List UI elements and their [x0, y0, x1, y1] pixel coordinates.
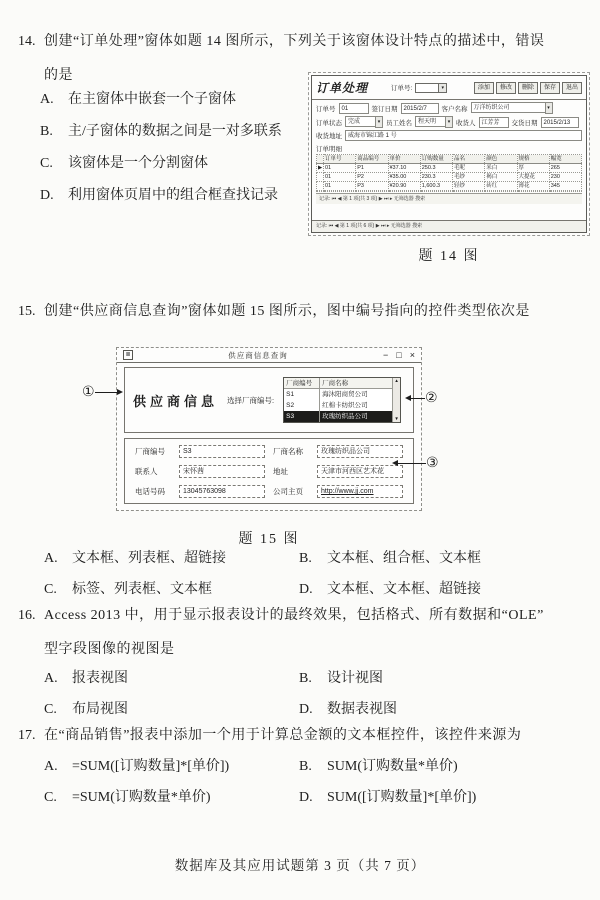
option-17-c: C. =SUM(订购数量*单价) — [44, 790, 211, 805]
option-17-d: D. SUM([订购数量]*[单价]) — [299, 790, 477, 805]
window-titlebar — [117, 348, 421, 363]
status-value: 完成 — [345, 116, 375, 127]
table-row: ▶ 01 P1 ¥37.10 250.3 毛呢 米白 厚 265 — [317, 164, 582, 173]
option-15-a: A. 文本框、列表框、超链接 — [44, 551, 226, 566]
col-order-no: 订单号 — [324, 155, 356, 164]
supplier-info-heading: 供应商信息 — [133, 394, 219, 410]
annotation-1 — [82, 385, 123, 399]
phone-field: 13045763098 — [179, 485, 265, 498]
option-17-b: B. SUM(订购数量*单价) — [299, 759, 458, 774]
circled-3: ③ — [426, 455, 439, 471]
question-15-number: 15. — [18, 304, 36, 319]
question-15-options — [44, 548, 584, 600]
subform-record-navigator: 记录: ⏮ ◀ 第 1 项(共 3 项) ▶ ⏭ ▸ 无筛选器 搜索 — [316, 193, 582, 204]
consignee-field: 江芳芳 — [479, 117, 509, 128]
exit-button: 退出 — [562, 82, 582, 94]
order-detail-table — [316, 154, 582, 192]
option-15-c: C. 标签、列表框、文本框 — [44, 582, 212, 597]
figure-15-caption: 题 15 图 — [238, 532, 300, 547]
listbox-scrollbar — [392, 378, 400, 422]
question-17-number: 17. — [18, 728, 36, 743]
vendor-name-field: 玫瑰纺织品公司 — [317, 445, 403, 458]
figure-14-order-form — [308, 72, 590, 236]
employee-label: 员工姓名 — [386, 119, 412, 127]
customer-label: 客户名称 — [441, 105, 468, 113]
form-header-section — [124, 367, 414, 433]
combo-arrow-icon: ▾ — [545, 102, 553, 114]
option-label: A. — [40, 92, 54, 107]
table-row: 01 P3 ¥20.90 1,600.3 轻纱 砖红 薄花 345 — [317, 182, 582, 191]
option-text: 主/子窗体的数据之间是一对多联系 — [68, 124, 282, 139]
question-17 — [18, 726, 590, 808]
question-16-number: 16. — [18, 608, 36, 623]
question-16-stem-cont: 型字段图像的视图是 — [44, 642, 175, 657]
combo-arrow-icon: ▾ — [445, 116, 453, 128]
listbox-header: 厂商编号 厂商名称 — [284, 378, 392, 389]
listbox-item: S1 海沐阳商贸公司 — [286, 391, 368, 398]
table-row-empty — [317, 191, 582, 192]
col-width: 幅宽 — [549, 155, 581, 164]
option-14-a — [40, 84, 320, 116]
listbox-item: S2 红棉卡纺织公司 — [286, 402, 368, 409]
order-lookup-combobox — [415, 83, 447, 93]
employee-value: 程天明 — [415, 116, 445, 127]
edit-button: 修改 — [496, 82, 516, 94]
order-form-header — [312, 76, 586, 100]
combo-arrow-icon: ▾ — [438, 84, 446, 92]
col-unit-price: 单价 — [388, 155, 420, 164]
minimize-icon: − — [383, 350, 389, 360]
col-color: 颜色 — [485, 155, 517, 164]
window-icon: ≣ — [123, 350, 133, 360]
option-14-b — [40, 116, 320, 148]
sign-date-field: 2015/2/7 — [401, 103, 439, 114]
col-product-name: 品名 — [453, 155, 485, 164]
order-lookup-label: 订单号: — [391, 85, 413, 92]
option-text: 在主窗体中嵌套一个子窗体 — [68, 92, 236, 107]
question-14-stem-cont: 的是 — [44, 68, 73, 83]
vendor-name-label: 厂商名称 — [273, 447, 303, 456]
scroll-down-icon: ▼ — [394, 416, 399, 421]
option-16-a: A. 报表视图 — [44, 671, 128, 686]
option-16-d: D. 数据表视图 — [299, 702, 397, 717]
scroll-up-icon: ▲ — [394, 378, 399, 383]
save-button: 保存 — [540, 82, 560, 94]
option-label: C. — [40, 156, 53, 171]
question-17-stem: 在“商品销售”报表中添加一个用于计算总金额的文本框控件，该控件来源为 — [44, 728, 522, 743]
contact-field: 宋怀茜 — [179, 465, 265, 478]
consignee-label: 收货人 — [456, 119, 476, 127]
circled-1: ① — [82, 384, 95, 400]
status-label: 订单状态 — [316, 119, 342, 127]
sign-date-label: 签订日期 — [371, 105, 398, 113]
annotation-2 — [405, 391, 438, 405]
option-17-a: A. =SUM([订购数量]*[单价]) — [44, 759, 230, 774]
option-14-d — [40, 180, 320, 212]
option-15-d: D. 文本框、文本框、超链接 — [299, 582, 481, 597]
address-label: 地址 — [273, 467, 288, 476]
col-quantity: 订购数量 — [420, 155, 452, 164]
question-14-options — [40, 84, 320, 212]
homepage-label: 公司主页 — [273, 487, 303, 496]
option-15-b: B. 文本框、组合框、文本框 — [299, 551, 481, 566]
question-16 — [18, 606, 590, 720]
combo-arrow-icon: ▾ — [375, 116, 383, 128]
address-label: 收货地址 — [316, 133, 342, 140]
mainform-record-navigator: 记录: ⏮ ◀ 第 1 项(共 6 项) ▶ ⏭ ▸ 无筛选器 搜索 — [312, 220, 586, 232]
question-14-stem: 创建“订单处理”窗体如题 14 图所示，下列关于该窗体设计特点的描述中，错误 — [44, 34, 545, 49]
option-label: B. — [40, 124, 53, 139]
arrow-right-icon — [117, 389, 123, 395]
col-spec: 规格 — [517, 155, 549, 164]
select-vendor-label: 选择厂商编号: — [227, 395, 275, 405]
vendor-no-field: S3 — [179, 445, 265, 458]
order-no-label: 订单号 — [316, 105, 336, 113]
table-header-row — [317, 155, 582, 164]
window-title: 供应商信息查询 — [228, 350, 288, 360]
delete-button: 删除 — [518, 82, 538, 94]
order-no-field: 01 — [339, 103, 369, 114]
address-field: 威海市锦江路 1 号 — [345, 130, 582, 141]
listbox-item-selected: S3 玫瑰纺织品公司 — [284, 411, 392, 422]
question-17-options — [44, 756, 590, 808]
status-combobox — [345, 116, 383, 128]
table-row: 01 P2 ¥35.00 230.3 毛纱 褐白 大提花 230 — [317, 173, 582, 182]
deliver-date-field: 2015/2/13 — [541, 117, 579, 128]
form-detail-section — [124, 438, 414, 504]
maximize-icon: □ — [396, 350, 402, 360]
question-14-number: 14. — [18, 34, 36, 49]
add-button: 添加 — [474, 82, 494, 94]
vendor-listbox — [283, 377, 401, 423]
employee-combobox — [415, 116, 453, 128]
customer-value: 万洋纺织公司 — [471, 102, 545, 113]
question-15 — [18, 302, 590, 322]
circled-2: ② — [425, 390, 438, 406]
figure-15-supplier-window — [116, 347, 422, 511]
order-form-title: 订单处理 — [316, 81, 369, 95]
page-footer: 数据库及其应用试题第 3 页（共 7 页） — [174, 858, 426, 873]
close-icon: × — [409, 350, 415, 360]
contact-label: 联系人 — [135, 467, 158, 476]
order-form-buttons — [474, 82, 582, 94]
phone-label: 电话号码 — [135, 487, 165, 496]
figure-14-caption: 题 14 图 — [418, 249, 480, 264]
order-form-fields — [312, 100, 586, 142]
deliver-date-label: 交货日期 — [511, 119, 538, 127]
customer-combobox — [471, 102, 553, 114]
vendor-no-label: 厂商编号 — [135, 447, 165, 456]
question-16-options — [44, 668, 590, 720]
question-15-stem: 创建“供应商信息查询”窗体如题 15 图所示，图中编号指向的控件类型依次是 — [44, 304, 530, 319]
address-field: 天津市河西区艺术花 — [317, 465, 403, 478]
option-label: D. — [40, 188, 54, 203]
question-16-stem: Access 2013 中，用于显示报表设计的最终效果，包括格式、所有数据和“OLE” — [44, 608, 544, 623]
row-selector-icon: ▶ — [318, 165, 323, 171]
option-16-b: B. 设计视图 — [299, 671, 383, 686]
homepage-hyperlink: http://www.jj.com — [317, 485, 403, 498]
subform-label: 订单明细 — [316, 146, 342, 153]
annotation-3 — [392, 456, 439, 470]
option-16-c: C. 布局视图 — [44, 702, 128, 717]
col-product-no: 商品编号 — [356, 155, 388, 164]
option-text: 利用窗体页眉中的组合框查找记录 — [68, 188, 278, 203]
option-text: 该窗体是一个分割窗体 — [68, 156, 208, 171]
option-14-c — [40, 148, 320, 180]
